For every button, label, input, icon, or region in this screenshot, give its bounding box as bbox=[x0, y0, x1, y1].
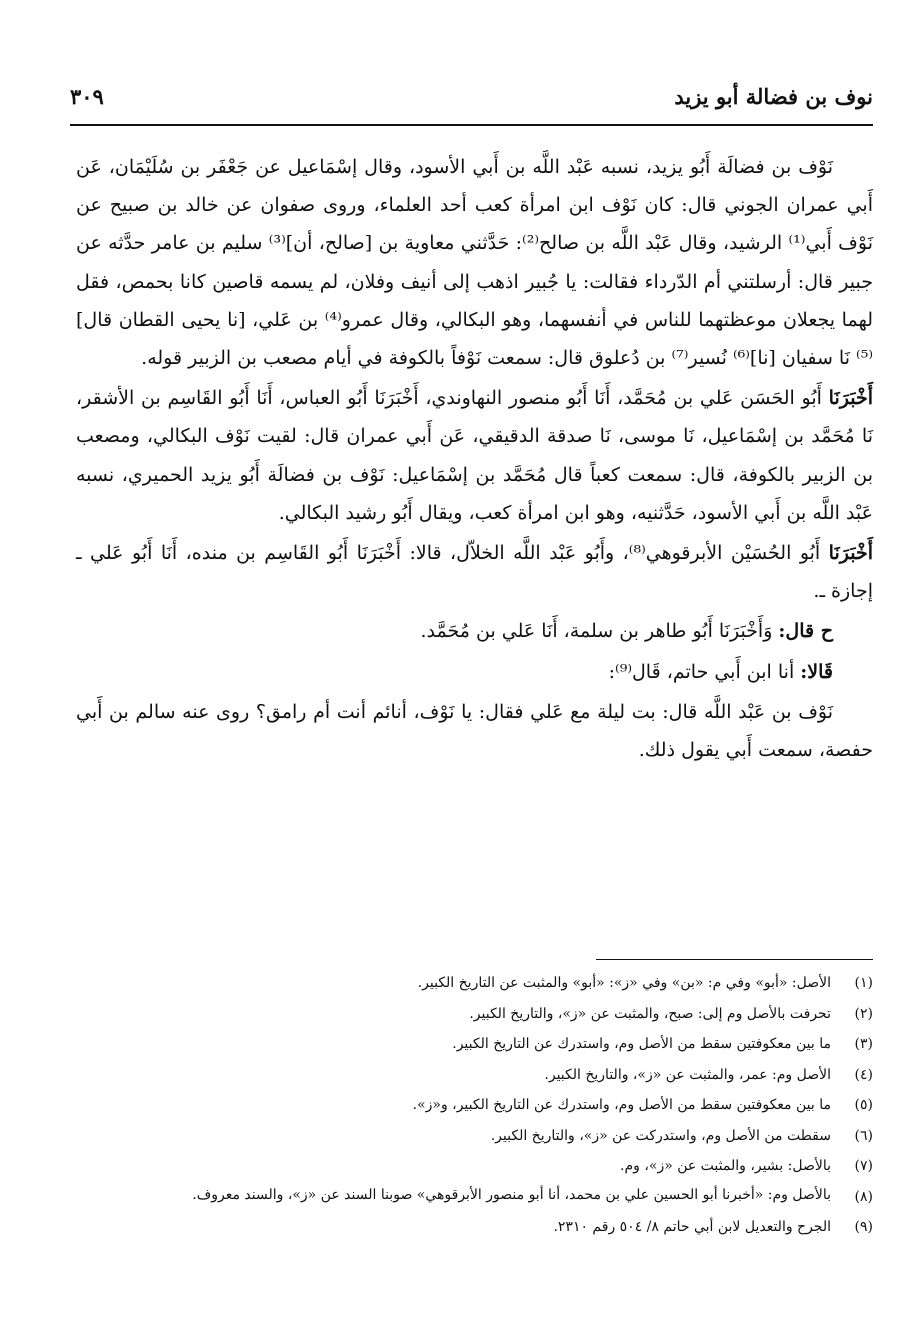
paragraph-lead: أَخْبَرَنَا bbox=[828, 387, 873, 410]
paragraph bbox=[76, 612, 873, 650]
footnote bbox=[76, 1121, 873, 1152]
paragraph-text: نَوْف بن عَبْد اللَّه قال: بت ليلة مع عَلي فقال: يا نَوْف، أنائم أنت أم رامق؟ روى عنه سالم بن أَبي حفصة، سمعت أَبي يقول ذلك. bbox=[76, 700, 873, 762]
paragraph bbox=[76, 653, 873, 691]
footnote-text: الجرح والتعديل لابن أبي حاتم ٨/ ٥٠٤ رقم ٢٣١٠. bbox=[553, 1219, 831, 1235]
paragraph-text: وَأَخْبَرَنَا أَبُو طاهر بن سلمة، أَنَا عَلي بن مُحَمَّد. bbox=[420, 620, 779, 643]
footnote-number: (٨) bbox=[854, 1188, 873, 1205]
footnote bbox=[76, 1029, 873, 1060]
paragraph-text: أَبُو الحَسَن عَلي بن مُحَمَّد، أَنَا أَبُو منصور النهاوندي، أَخْبَرَنَا أَبُو العباس، أَنَا أَبُو القَاسِم بن الأشقر، نَا مُحَمَّد بن إسْمَاعيل، نَا موسى، نَا صدقة الدقيقي، عَن أَبي عمران قال: لقيت نَوْف البكالي، ومصعب بن الزبير بالكوفة، قال: سمعت كعباً قال مُحَمَّد بن إسْمَاعيل: نَوْف بن فضالَة أَبُو يزيد الحميري، نسبه عَبْد اللَّه بن أَبي الأسود، حَدَّثنيه، وهو ابن امرأة كعب، ويقال أَبُو رشيد البكالي. bbox=[76, 387, 873, 524]
footnote bbox=[76, 999, 873, 1030]
footnote-text: الأصل وم: عمر، والمثبت عن «ز»، والتاريخ الكبير. bbox=[544, 1066, 831, 1083]
footnote-text: تحرفت بالأصل وم إلى: صبح، والمثبت عن «ز»، والتاريخ الكبير. bbox=[469, 1005, 831, 1022]
footnote-number: (٢) bbox=[854, 1005, 873, 1022]
footnote bbox=[76, 1212, 873, 1243]
paragraph bbox=[76, 693, 873, 769]
footnote-number: (٤) bbox=[854, 1066, 873, 1083]
footnote-text: سقطت من الأصل وم، واستدركت عن «ز»، والتاريخ الكبير. bbox=[490, 1127, 831, 1144]
footnote-number: (١) bbox=[854, 975, 873, 991]
footnote-number: (٣) bbox=[854, 1036, 873, 1052]
footnote-number: (٩) bbox=[854, 1219, 873, 1235]
footnote bbox=[76, 968, 873, 999]
footnote-text: الأصل: «أبو» وفي م: «بن» وفي «ز»: «أبو» والمثبت عن التاريخ الكبير. bbox=[417, 975, 831, 991]
header-rule bbox=[70, 124, 873, 126]
footnote bbox=[76, 1182, 873, 1213]
footnote-text: بالأصل: بشير، والمثبت عن «ز»، وم. bbox=[620, 1158, 831, 1174]
footnotes bbox=[76, 968, 873, 1243]
page-number: ٣٠٩ bbox=[70, 84, 104, 109]
paragraph bbox=[76, 379, 873, 532]
main-text bbox=[76, 148, 873, 769]
footnote-text: ما بين معكوفتين سقط من الأصل وم، واستدرك عن التاريخ الكبير. bbox=[452, 1036, 831, 1052]
paragraph-text: أنا ابن أَبي حاتم، قَال⁽⁹⁾: bbox=[608, 660, 801, 683]
footnote-number: (٦) bbox=[854, 1127, 873, 1144]
footnote-number: (٥) bbox=[854, 1097, 873, 1113]
paragraph-text: نَوْف بن فضالَة أَبُو يزيد، نسبه عَبْد اللَّه بن أَبي الأسود، وقال إسْمَاعيل عن جَعْفَر بن سُلَيْمَان، عَن أَبي عمران الجوني قال: كان نَوْف ابن امرأة كعب أحد العلماء، وروى صفوان عن خالد بن صبيح عن نَوْف أَبي⁽¹⁾ الرشيد، وقال عَبْد اللَّه بن صالح⁽²⁾: حَدَّثني معاوية بن [صالح، أن]⁽³⁾ سليم بن عامر حدَّثه عن جبير قال: أرسلتني أم الدّرداء فقالت: يا جُبير اذهب إلى أنيف وفلان، لم يسمه قاصين كانا بحمص، فقل لهما يجعلان موعظتهما للناس في أنفسهما، وهو البكالي، وقال عمرو⁽⁴⁾ بن عَلي، [نا يحيى القطان قال]⁽⁵⁾ نَا سفيان [نا]⁽⁶⁾ نُسير⁽⁷⁾ بن دُعلوق قال: سمعت نَوْفاً بالكوفة في أيام مصعب بن الزبير قوله. bbox=[76, 156, 873, 370]
footnote bbox=[76, 1151, 873, 1182]
running-title: نوف بن فضالة أبو يزيد bbox=[674, 84, 873, 109]
paragraph-lead: قَالا: bbox=[800, 660, 833, 683]
footnote bbox=[76, 1060, 873, 1091]
paragraph bbox=[76, 534, 873, 610]
footnote-text: ما بين معكوفتين سقط من الأصل وم، واستدرك عن التاريخ الكبير، و«ز». bbox=[412, 1097, 831, 1113]
paragraph-lead: أَخْبَرَنَا bbox=[828, 542, 873, 565]
page-header bbox=[70, 80, 873, 116]
footnote-text: بالأصل وم: «أخبرنا أبو الحسين علي بن محمد، أنا أبو منصور الأبرقوهي» صوبنا السند عن «ز»، والسند معروف. bbox=[192, 1186, 831, 1203]
footnote-number: (٧) bbox=[854, 1158, 873, 1174]
paragraph-lead: ح قال: bbox=[778, 620, 833, 643]
paragraph bbox=[76, 148, 873, 377]
footnote-rule bbox=[596, 959, 873, 960]
footnote bbox=[76, 1090, 873, 1121]
paragraph-text: أَبُو الحُسَيْن الأبرقوهي⁽⁸⁾، وأَبُو عَبْد اللَّه الخلاّل، قالا: أَخْبَرَنَا أَبُو القَاسِم بن منده، أَنَا أَبُو عَلي ـ إجازة ـ. bbox=[76, 542, 873, 603]
